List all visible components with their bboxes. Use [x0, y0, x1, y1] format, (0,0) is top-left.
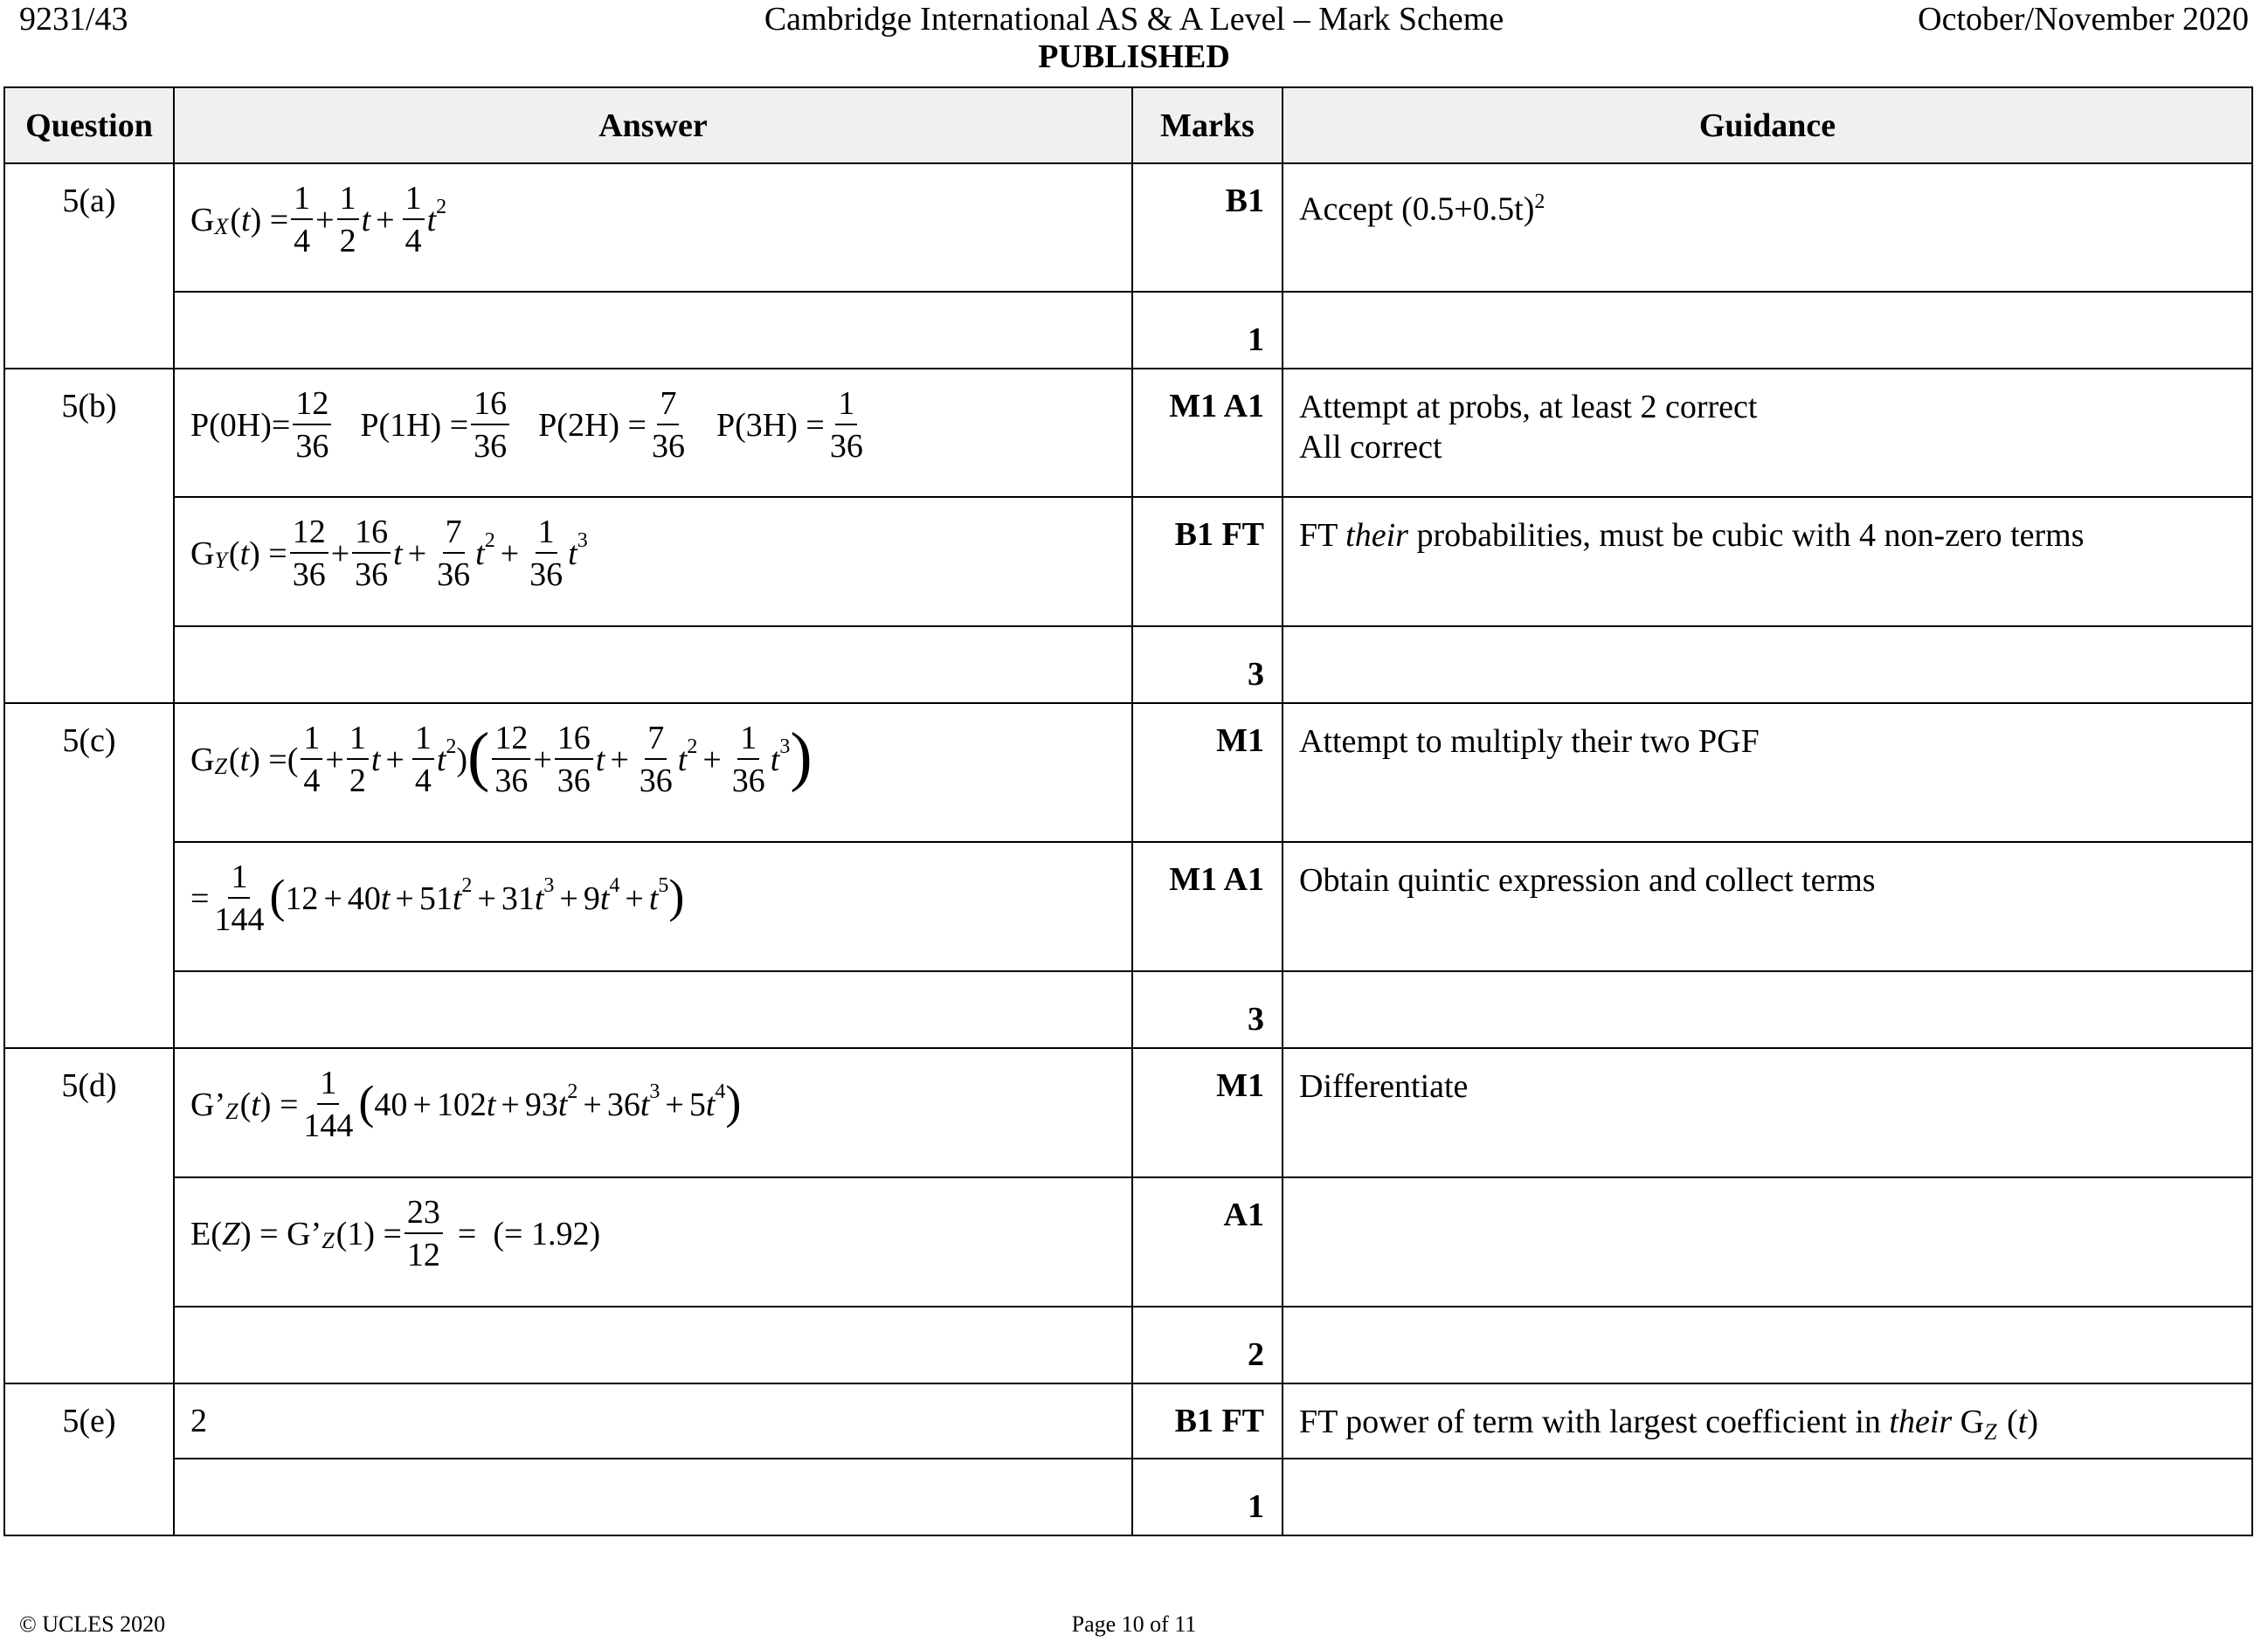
table-row-total — [4, 971, 2252, 1048]
guidance-cell: Differentiate — [1283, 1048, 2252, 1177]
math-expression: G’ Z ( t ) = $\frac{1}{144}$ ( 40 + 102 t + 93 t 2 + 36 t 3 + 5 t 4 ) — [190, 1065, 742, 1144]
marks-cell: M1 — [1132, 703, 1283, 842]
table-row — [4, 497, 2252, 626]
math-expression: E( Z ) = G’ Z (1) = $\frac{23}{12}$ = (= 1.92) — [190, 1194, 601, 1273]
table-row-total — [4, 626, 2252, 703]
total-marks: 3 — [1132, 971, 1283, 1048]
table-row-total — [4, 292, 2252, 369]
table-header-row — [4, 87, 2252, 163]
guidance-cell: Attempt at probs, at least 2 correct All correct — [1283, 369, 2252, 497]
table-row — [4, 842, 2252, 971]
total-marks: 1 — [1132, 292, 1283, 369]
marks-cell: B1 — [1132, 163, 1283, 292]
answer-cell — [174, 497, 1132, 626]
marks-cell: A1 — [1132, 1177, 1283, 1307]
guidance-cell: FT power of term with largest coefficient in their $G_Z$ (t) — [1283, 1383, 2252, 1459]
table-row — [4, 163, 2252, 292]
table-row — [4, 1177, 2252, 1307]
marks-cell: B1 FT — [1132, 1383, 1283, 1459]
math-expression: G X ( t ) = $\frac{1}{4}$ + $\frac{1}{2}$ t + $\frac{1}{4}$ t 2 — [190, 180, 447, 259]
math-expression: P(0H)= $\frac{12}{36}$ P(1H) = $\frac{16}{36}$ P(2H) = $\frac{7}{36}$ P(3H) = $\frac{1}{36}$ — [190, 385, 863, 465]
table-row — [4, 703, 2252, 842]
question-number: 5(e) — [4, 1383, 174, 1535]
total-marks: 2 — [1132, 1307, 1283, 1383]
page-number: Page 10 of 11 — [1071, 1611, 1197, 1637]
table-row — [4, 1048, 2252, 1177]
answer-cell — [174, 1177, 1132, 1307]
col-header-marks: Marks — [1132, 87, 1283, 163]
marks-cell: M1 A1 — [1132, 842, 1283, 971]
math-expression: G Z ( t ) = ( $\frac{1}{4}$ + $\frac{1}{2}$ t + $\frac{1}{4}$ t 2 ) ( $\frac{12}{36}$ + $\frac{16}{36}$ t + $\frac{7}{36}$ t 2 + $\frac{1}{36}$ t 3 ) — [190, 719, 812, 799]
published-label: PUBLISHED — [1038, 38, 1230, 75]
guidance-cell: Obtain quintic expression and collect terms — [1283, 842, 2252, 971]
mark-scheme-table — [3, 86, 2253, 1536]
math-expression: G Y ( t ) = $\frac{12}{36}$ + $\frac{16}{36}$ t + $\frac{7}{36}$ t 2 + $\frac{1}{36}$ t 3 — [190, 514, 588, 593]
answer-cell — [174, 163, 1132, 292]
question-number: 5(c) — [4, 703, 174, 1048]
marks-cell: M1 — [1132, 1048, 1283, 1177]
document-title: Cambridge International AS & A Level – Mark Scheme — [764, 1, 1504, 38]
table-row-total — [4, 1459, 2252, 1535]
question-number: 5(a) — [4, 163, 174, 369]
answer-cell — [174, 369, 1132, 497]
copyright: © UCLES 2020 — [19, 1611, 166, 1637]
math-expression: = $\frac{1}{144}$ ( 12 + 40 t + 51 t 2 + 31 t 3 + 9 t 4 + t 5 ) — [190, 859, 685, 938]
marks-cell: B1 FT — [1132, 497, 1283, 626]
col-header-answer: Answer — [174, 87, 1132, 163]
question-number: 5(b) — [4, 369, 174, 703]
question-number: 5(d) — [4, 1048, 174, 1383]
table-row-total — [4, 1307, 2252, 1383]
exam-session: October/November 2020 — [1918, 1, 2249, 38]
answer-cell — [174, 703, 1132, 842]
total-marks: 1 — [1132, 1459, 1283, 1535]
table-row — [4, 369, 2252, 497]
table-row — [4, 1383, 2252, 1459]
guidance-cell: Attempt to multiply their two PGF — [1283, 703, 2252, 842]
paper-code: 9231/43 — [19, 1, 128, 38]
total-marks: 3 — [1132, 626, 1283, 703]
marks-cell: M1 A1 — [1132, 369, 1283, 497]
answer-cell — [174, 842, 1132, 971]
col-header-guidance: Guidance — [1283, 87, 2252, 163]
guidance-cell — [1283, 1177, 2252, 1307]
guidance-cell: FT their probabilities, must be cubic with 4 non-zero terms — [1283, 497, 2252, 626]
guidance-cell: Accept $(0.5+0.5t)^2$ — [1283, 163, 2252, 292]
answer-cell: 2 — [174, 1383, 1132, 1459]
answer-cell — [174, 1048, 1132, 1177]
col-header-question: Question — [4, 87, 174, 163]
